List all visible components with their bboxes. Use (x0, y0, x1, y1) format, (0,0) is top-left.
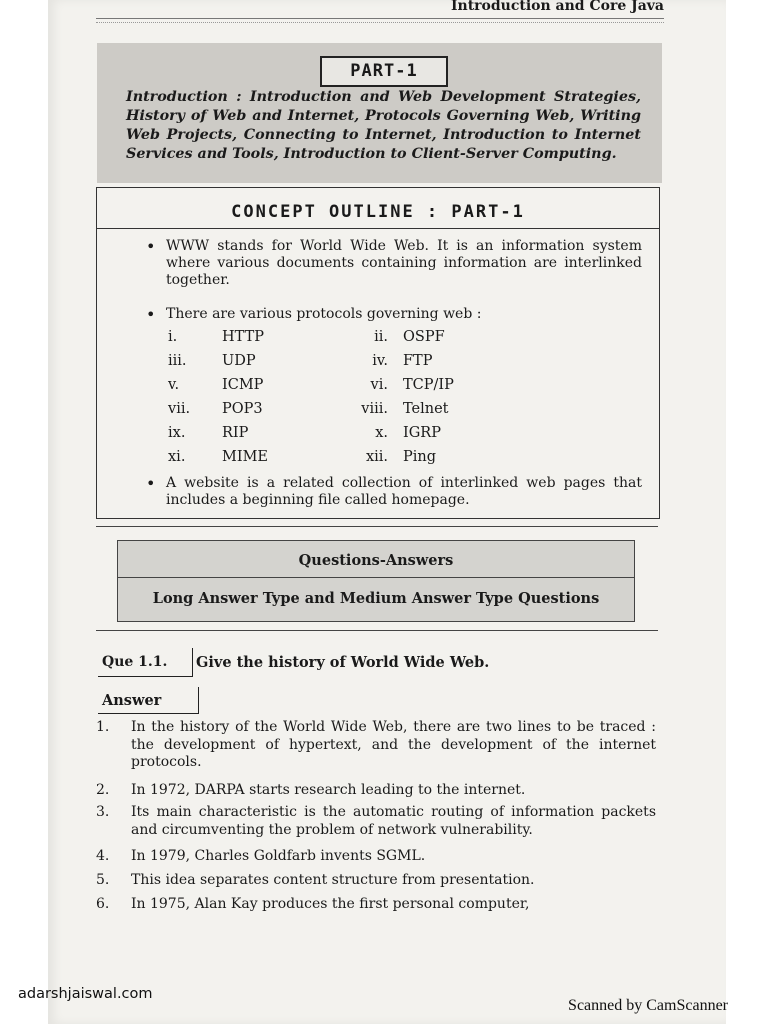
answer-item-number: 2. (96, 782, 110, 798)
outline-bullet-website: • A website is a related collection of interlinked web pages that includes a beginning file called homepage. (166, 475, 642, 509)
protocol-name: FTP (403, 353, 433, 369)
protocol-name: UDP (222, 353, 256, 369)
answer-label: Answer (98, 687, 199, 714)
protocol-number: ix. (168, 425, 186, 441)
answer-item-text: This idea separates content structure from presentation. (131, 872, 535, 888)
protocol-name: HTTP (222, 329, 265, 345)
outline-bullet-www: • WWW stands for World Wide Web. It is an information system where various documents containing information are interlinked together. (166, 238, 642, 289)
protocol-name: Ping (403, 449, 437, 465)
protocol-name: ICMP (222, 377, 264, 393)
header-rule (96, 18, 664, 19)
answer-item-number: 4. (96, 848, 110, 864)
protocol-number: iii. (168, 353, 187, 369)
protocol-number: xi. (168, 449, 186, 465)
header-rule-dotted (96, 22, 664, 23)
answer-item-number: 3. (96, 804, 110, 820)
protocol-number: ii. (374, 329, 388, 345)
protocol-number: viii. (361, 401, 388, 417)
part-label: PART-1 (320, 56, 448, 87)
concept-outline-title: CONCEPT OUTLINE : PART-1 (97, 188, 659, 229)
outline-bullet-protocols: • There are various protocols governing web : (166, 306, 642, 323)
running-header: Introduction and Core Java (450, 0, 664, 14)
answer-item-number: 5. (96, 872, 110, 888)
protocol-name: POP3 (222, 401, 263, 417)
part-description: Introduction : Introduction and Web Development Strategies, History of Web and Internet, Protocols Governing Web, Writing Web Projects, Connecting to Internet, Introduction to Internet Services and Tools, Introduction to Client-Server Computing. (126, 89, 641, 162)
protocol-name: Telnet (403, 401, 449, 417)
answer-item-number: 6. (96, 896, 110, 912)
protocol-number: v. (168, 377, 180, 393)
answer-item-text: Its main characteristic is the automatic routing of information packets and circumventing the problem of network vulnerability. (131, 804, 656, 838)
protocol-name: IGRP (403, 425, 441, 441)
answer-item-text: In 1972, DARPA starts research leading to the internet. (131, 782, 526, 798)
question-text: Give the history of World Wide Web. (196, 654, 490, 671)
protocol-name: OSPF (403, 329, 445, 345)
protocol-number: x. (375, 425, 388, 441)
answer-item-number: 1. (96, 719, 110, 735)
protocol-name: MIME (222, 449, 269, 465)
watermark-site: adarshjaiswal.com (18, 986, 153, 1002)
answer-item-text: In 1979, Charles Goldfarb invents SGML. (131, 848, 426, 864)
protocol-number: vii. (168, 401, 191, 417)
protocol-number: iv. (372, 353, 388, 369)
protocol-name: TCP/IP (403, 377, 454, 393)
qa-title: Questions-Answers (118, 541, 634, 578)
protocol-name: RIP (222, 425, 249, 441)
protocol-number: i. (168, 329, 178, 345)
protocol-number: xii. (365, 449, 388, 465)
protocol-number: vi. (370, 377, 388, 393)
answer-item-text: In the history of the World Wide Web, there are two lines to be traced : the development of hypertext, and the development of the internet protocols. (131, 719, 656, 770)
answer-item-text: In 1975, Alan Kay produces the first personal computer, (131, 896, 530, 912)
qa-subtitle: Long Answer Type and Medium Answer Type Questions (152, 590, 600, 607)
question-label: Que 1.1. (98, 648, 193, 677)
section-divider-top (96, 526, 658, 527)
section-divider-bottom (96, 630, 658, 631)
scanner-watermark: Scanned by CamScanner (568, 997, 728, 1014)
questions-answers-box (117, 540, 635, 622)
